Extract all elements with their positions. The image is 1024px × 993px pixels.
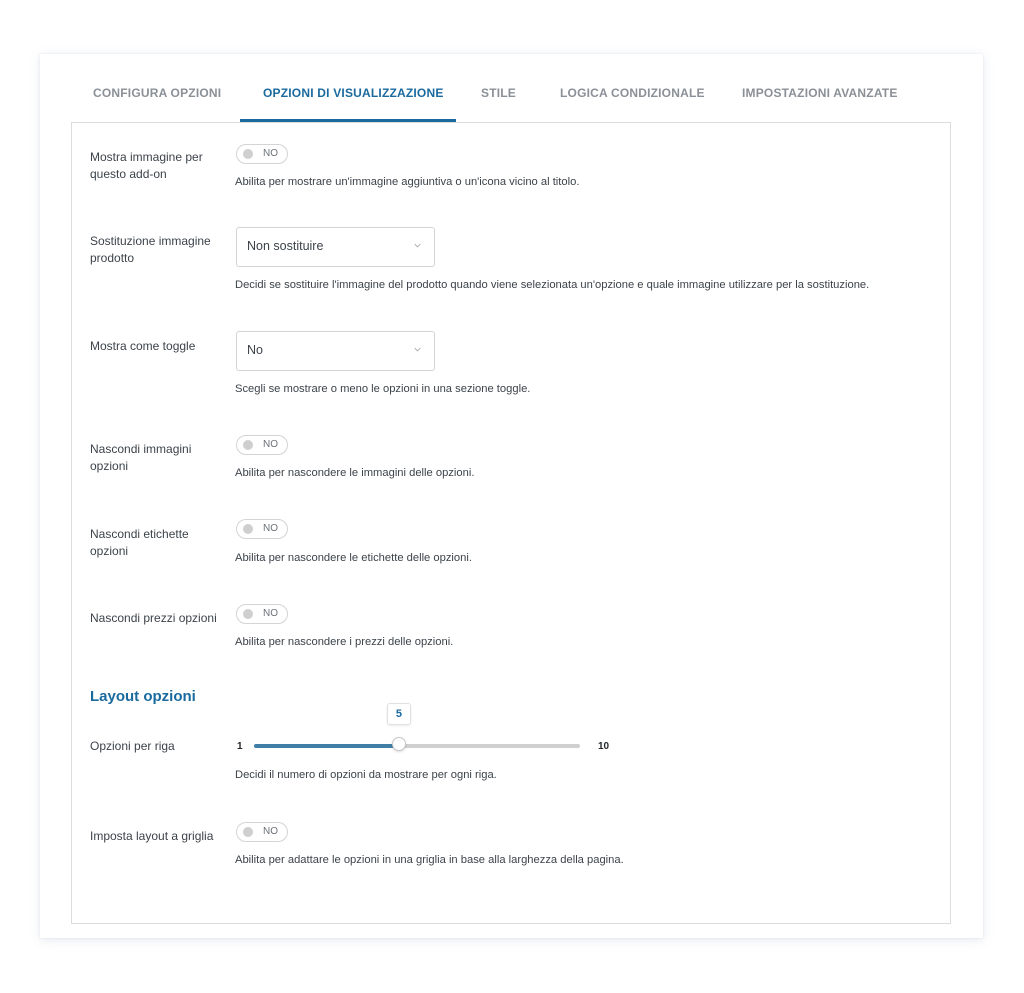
show-image-description: Abilita per mostrare un'immagine aggiuntiva o un'icona vicino al titolo. xyxy=(235,176,580,188)
chevron-down-icon xyxy=(414,242,421,249)
toggle-state: NO xyxy=(263,826,278,837)
toggle-state: NO xyxy=(263,148,278,159)
show-as-toggle-select[interactable] xyxy=(236,331,435,371)
tab-stile[interactable]: STILE xyxy=(481,86,517,100)
per-row-slider-track[interactable] xyxy=(254,744,580,748)
select-value: Non sostituire xyxy=(247,239,324,253)
per-row-slider-handle[interactable] xyxy=(392,737,406,751)
slider-max-label: 10 xyxy=(598,741,610,752)
per-row-description: Decidi il numero di opzioni da mostrare per ogni riga. xyxy=(235,769,497,781)
grid-layout-description: Abilita per adattare le opzioni in una griglia in base alla larghezza della pagina. xyxy=(235,854,624,866)
slider-min-label: 1 xyxy=(237,741,243,752)
hide-prices-toggle[interactable] xyxy=(236,604,288,624)
tab-configura-opzioni[interactable]: CONFIGURA OPZIONI xyxy=(93,86,222,100)
tab-impostazioni-avanzate[interactable]: IMPOSTAZIONI AVANZATE xyxy=(742,86,898,100)
settings-card xyxy=(40,54,983,938)
replace-image-label: Sostituzione immagine prodotto xyxy=(90,234,211,265)
hide-images-description: Abilita per nascondere le immagini delle opzioni. xyxy=(235,467,475,479)
chevron-down-icon xyxy=(414,346,421,353)
toggle-knob xyxy=(243,827,253,837)
settings-panel xyxy=(71,122,951,924)
toggle-knob xyxy=(243,149,253,159)
toggle-knob xyxy=(243,609,253,619)
replace-image-select[interactable] xyxy=(236,227,435,267)
hide-labels-label: Nascondi etichette opzioni xyxy=(90,527,189,558)
show-image-label: Mostra immagine per questo add-on xyxy=(90,150,203,181)
slider-value-bubble: 5 xyxy=(387,703,411,725)
hide-labels-description: Abilita per nascondere le etichette delle opzioni. xyxy=(235,552,472,564)
hide-prices-label: Nascondi prezzi opzioni xyxy=(90,611,217,625)
tab-logica-condizionale[interactable]: LOGICA CONDIZIONALE xyxy=(560,86,705,100)
toggle-knob xyxy=(243,440,253,450)
hide-labels-toggle[interactable] xyxy=(236,519,288,539)
hide-images-label: Nascondi immagini opzioni xyxy=(90,442,192,473)
replace-image-description: Decidi se sostituire l'immagine del prodotto quando viene selezionata un'opzione e quale immagine utilizzare per la sostituzione. xyxy=(235,279,870,291)
show-as-toggle-label: Mostra come toggle xyxy=(90,339,196,353)
per-row-label: Opzioni per riga xyxy=(90,739,175,753)
tab-opzioni-di-visualizzazione[interactable]: OPZIONI DI VISUALIZZAZIONE xyxy=(263,86,444,100)
grid-layout-label: Imposta layout a griglia xyxy=(90,829,214,843)
toggle-knob xyxy=(243,524,253,534)
slider-fill xyxy=(254,744,399,748)
toggle-state: NO xyxy=(263,523,278,534)
tab-bar xyxy=(40,54,983,122)
select-value: No xyxy=(247,343,263,357)
toggle-state: NO xyxy=(263,608,278,619)
hide-images-toggle[interactable] xyxy=(236,435,288,455)
hide-prices-description: Abilita per nascondere i prezzi delle opzioni. xyxy=(235,636,454,648)
layout-section-title: Layout opzioni xyxy=(90,688,196,705)
grid-layout-toggle[interactable] xyxy=(236,822,288,842)
show-image-toggle[interactable] xyxy=(236,144,288,164)
toggle-state: NO xyxy=(263,439,278,450)
show-as-toggle-description: Scegli se mostrare o meno le opzioni in una sezione toggle. xyxy=(235,383,531,395)
